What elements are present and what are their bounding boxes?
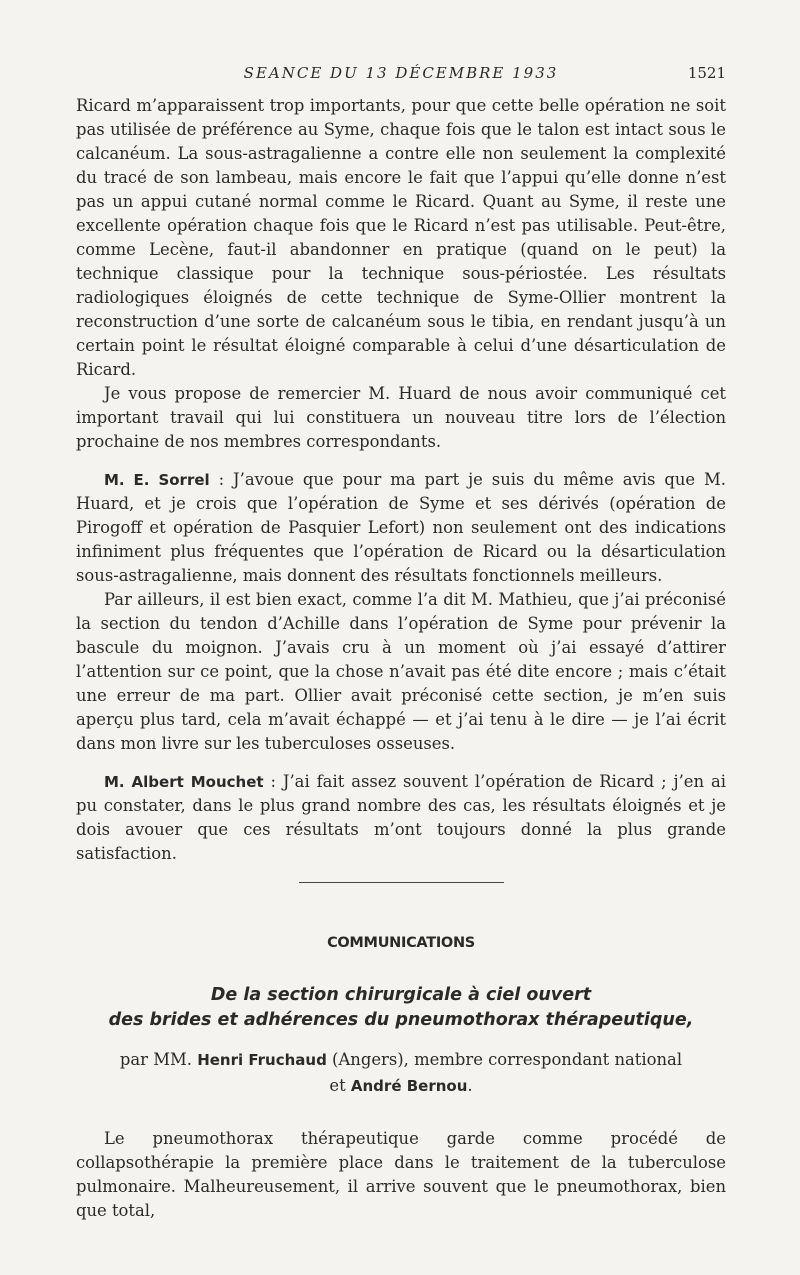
paragraph-ricard: Ricard m’apparaissent trop importants, pour que cette belle opération ne soit pas utilisée de préférence au Syme, chaque fois que le talon est intact sous le calcanéum. La sous-astragalienne a contre elle non seulement la complexité du tracé de son lambeau, mais encore le fait que l’appui qu’elle donne n’est pas un appui cutané normal comme le Ricard. Quant au Syme, il reste une excellente opération chaque fois que le Ricard n’est pas utilisable. Peut-être, comme Lecène, faut-il abandonner en pratique (quand on le peut) la technique classique pour la technique sous-périostée. Les résultats radiologiques éloignés de cette technique de Syme-Ollier montrent la reconstruction d’une sorte de calcanéum sous le tibia, en rendant jusqu’à un certain point le résultat éloigné comparable à celui d’une désarticulation de Ricard. — [76, 96, 726, 379]
paragraph-achille: Par ailleurs, il est bien exact, comme l’a dit M. Mathieu, que j’ai préconisé la section du tendon d’Achille dans l’opération de Syme pour prévenir la bascule du moignon. J’avais cru à un moment où j’ai essayé d’attirer l’attention sur ce point, que la chose n’avait pas été dite encore ; mais c’était une erreur de ma part. Ollier avait préconisé cette section, je m’en suis aperçu plus tard, cela m’avait échappé — et j’ai tenu à le dire — je l’ai écrit dans mon livre sur les tuberculoses osseuses. — [76, 590, 726, 753]
author-bernou: André Bernou — [350, 1077, 468, 1095]
speaker-mouchet: M. Albert Mouchet — [104, 773, 264, 791]
header-title: SEANCE DU 13 DÉCEMBRE 1933 — [243, 64, 559, 82]
page-number: 1521 — [687, 64, 726, 82]
byline-join: et — [329, 1076, 351, 1095]
byline-line-1 — [76, 1047, 726, 1073]
article-body — [76, 94, 726, 1223]
byline-prefix: par MM. — [119, 1050, 198, 1069]
article-title-line-2: des brides et adhérences du pneumothorax thérapeutique, — [108, 1010, 694, 1030]
section-divider — [299, 882, 504, 883]
speaker-sorrel: M. E. Sorrel — [104, 471, 210, 489]
mouchet-text: : J’ai fait assez souvent l’opération de Ricard ; j’en ai pu constater, dans le plus grand nombre des cas, les résultats éloignés et je dois avouer que ces résultats m’ont toujours donné la plus grande satisfaction. — [76, 772, 726, 863]
paragraph-introduction: Le pneumothorax thérapeutique garde comme procédé de collapsothérapie la première place dans le traitement de la tuberculose pulmonaire. Malheureusement, il arrive souvent que le pneumothorax, bien que total, — [76, 1129, 726, 1220]
article-title-line-1: De la section chirurgicale à ciel ouvert — [210, 985, 592, 1005]
paragraph-mouchet — [76, 770, 726, 866]
section-heading: COMMUNICATIONS — [327, 935, 475, 951]
paragraph-remerciement: Je vous propose de remercier M. Huard de nous avoir communiqué cet important travail qui lui constituera un nouveau titre lors de l’élection prochaine de nos membres correspondants. — [76, 384, 726, 451]
byline-end: . — [467, 1076, 473, 1095]
byline-affiliation: (Angers), membre correspondant national — [326, 1050, 683, 1069]
byline — [76, 1047, 726, 1099]
sorrel-text: : J’avoue que pour ma part je suis du même avis que M. Huard, et je crois que l’opération de Syme et ses dérivés (opération de Pirogoff et opération de Pasquier Lefort) non seulement ont des indications infiniment plus fréquentes que l’opération de Ricard ou la désarticulation sous-astragalienne, mais donnent des résultats fonctionnels meilleurs. — [76, 470, 727, 585]
running-header — [76, 64, 726, 86]
byline-line-2 — [76, 1073, 726, 1099]
paragraph-sorrel — [76, 468, 726, 588]
author-fruchaud: Henri Fruchaud — [197, 1051, 327, 1069]
article-title — [76, 983, 726, 1033]
